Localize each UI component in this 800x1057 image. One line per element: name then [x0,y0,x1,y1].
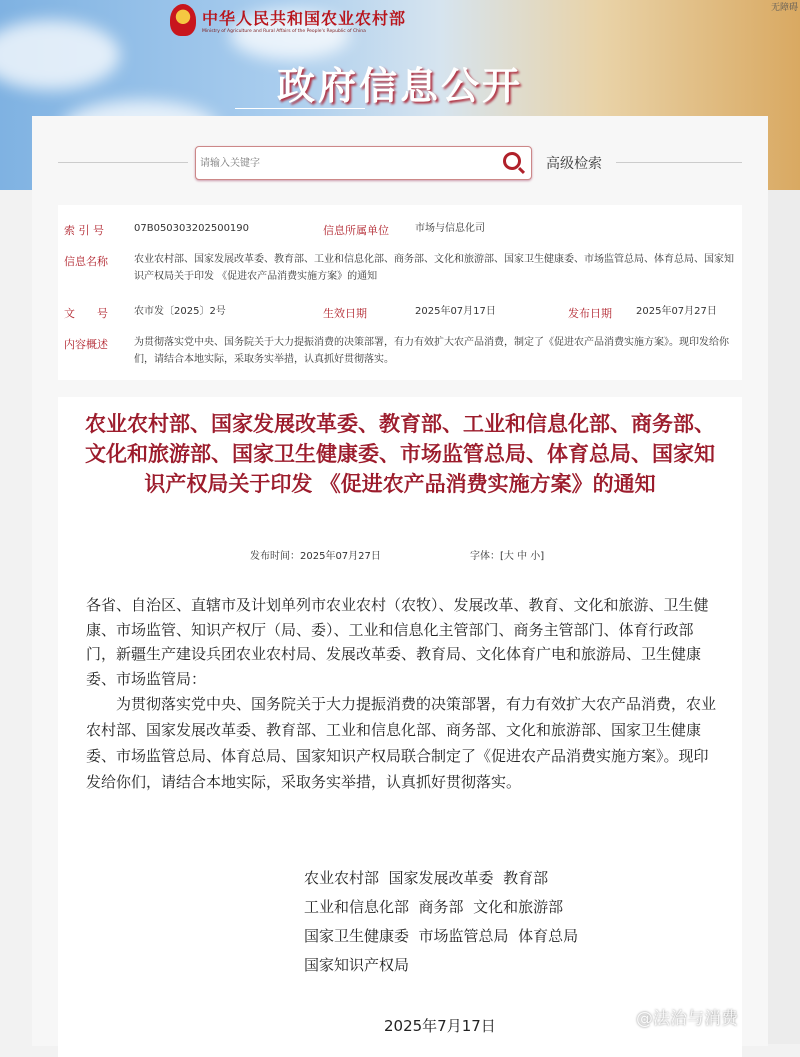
article [58,397,742,1057]
logo-chinese: 中华人民共和国农业农村部 [202,9,407,28]
ministry-logo[interactable] [170,4,406,36]
index-value: 07B050303202500190 [134,223,250,234]
scroll-gutter [765,190,800,1044]
divider [616,162,742,163]
article-title: 农业农村部、国家发展改革委、教育部、工业和信息化部、商务部、文化和旅游部、国家卫生健康委、市场监管总局、体育总局、国家知识产权局关于印发 《促进农产品消费实施方案》的通知 [85,412,715,496]
effective-date-value: 2025年07月17日 [415,306,496,317]
signatory-line: 国家知识产权局 [304,956,410,974]
unit-value: 市场与信息化司 [415,223,485,234]
signing-date: 2025年7月17日 [384,1017,496,1035]
summary-label: 内容概述 [64,338,108,351]
signatory-line: 国家卫生健康委 市场监管总局 体育总局 [304,927,579,945]
publish-date-value: 2025年07月27日 [636,306,717,317]
doc-number-value: 农市发〔2025〕2号 [134,306,226,317]
font-medium-button[interactable]: 中 [517,551,528,562]
national-emblem-icon [170,4,196,36]
search-field[interactable] [195,146,532,180]
search-icon[interactable] [503,152,521,170]
search-input[interactable] [196,147,486,179]
index-label: 索 引 号 [64,224,104,237]
font-size-bracket: ] [540,551,545,562]
font-size-control [470,547,544,562]
accessibility-link[interactable]: 无障碍 [770,3,798,13]
publish-time: 发布时间：2025年07月27日 [250,551,381,562]
unit-label: 信息所属单位 [323,224,389,237]
watermark: @法治与消费 [636,1009,738,1029]
signatory-line: 工业和信息化部 商务部 文化和旅游部 [304,898,564,916]
page-title: 政府信息公开 [276,64,523,108]
font-size-label: 字体：[ [470,551,504,562]
addressee-paragraph: 各省、自治区、直辖市及计划单列市农业农村（农牧）、发展改革、教育、文化和旅游、卫生健康、市场监管、知识产权厅（局、委）、工业和信息化主管部门、商务主管部门、体育行政部门，新疆生产建设兵团农业农村局、发展改革委、教育局、文化体育广电和旅游局、卫生健康委、市场监管局： [86,596,709,688]
doc-number-label: 文 号 [64,307,108,320]
info-metadata-table [58,205,742,380]
summary-value: 为贯彻落实党中央、国务院关于大力提振消费的决策部署，有力有效扩大农产品消费，制定了《促进农产品消费实施方案》。现印发给你们，请结合本地实际，采取务实举措，认真抓好贯彻落实。 [134,337,729,365]
advanced-search-link[interactable]: 高级检索 [546,156,602,172]
effective-date-label: 生效日期 [323,307,367,320]
search-bar [32,146,768,180]
font-large-button[interactable]: 大 [503,551,514,562]
publish-date-label: 发布日期 [568,307,612,320]
divider [58,162,188,163]
logo-english: Ministry of Agriculture and Rural Affairs of the People's Republic of China [202,29,366,34]
name-label: 信息名称 [64,255,108,268]
signatory-line: 农业农村部 国家发展改革委 教育部 [304,869,549,887]
font-small-button[interactable]: 小 [530,551,541,562]
name-value: 农业农村部、国家发展改革委、教育部、工业和信息化部、商务部、文化和旅游部、国家卫生健康委、市场监管总局、体育总局、国家知识产权局关于印发 《促进农产品消费实施方案》的通知 [134,254,734,282]
body-paragraph: 为贯彻落实党中央、国务院关于大力提振消费的决策部署，有力有效扩大农产品消费，农业农村部、国家发展改革委、教育部、工业和信息化部、商务部、文化和旅游部、国家卫生健康委、市场监管总局、体育总局、国家知识产权局联合制定了《促进农产品消费实施方案》。现印发给你们，请结合本地实际，采取务实举措，认真抓好贯彻落实。 [86,695,717,791]
divider [235,108,365,109]
